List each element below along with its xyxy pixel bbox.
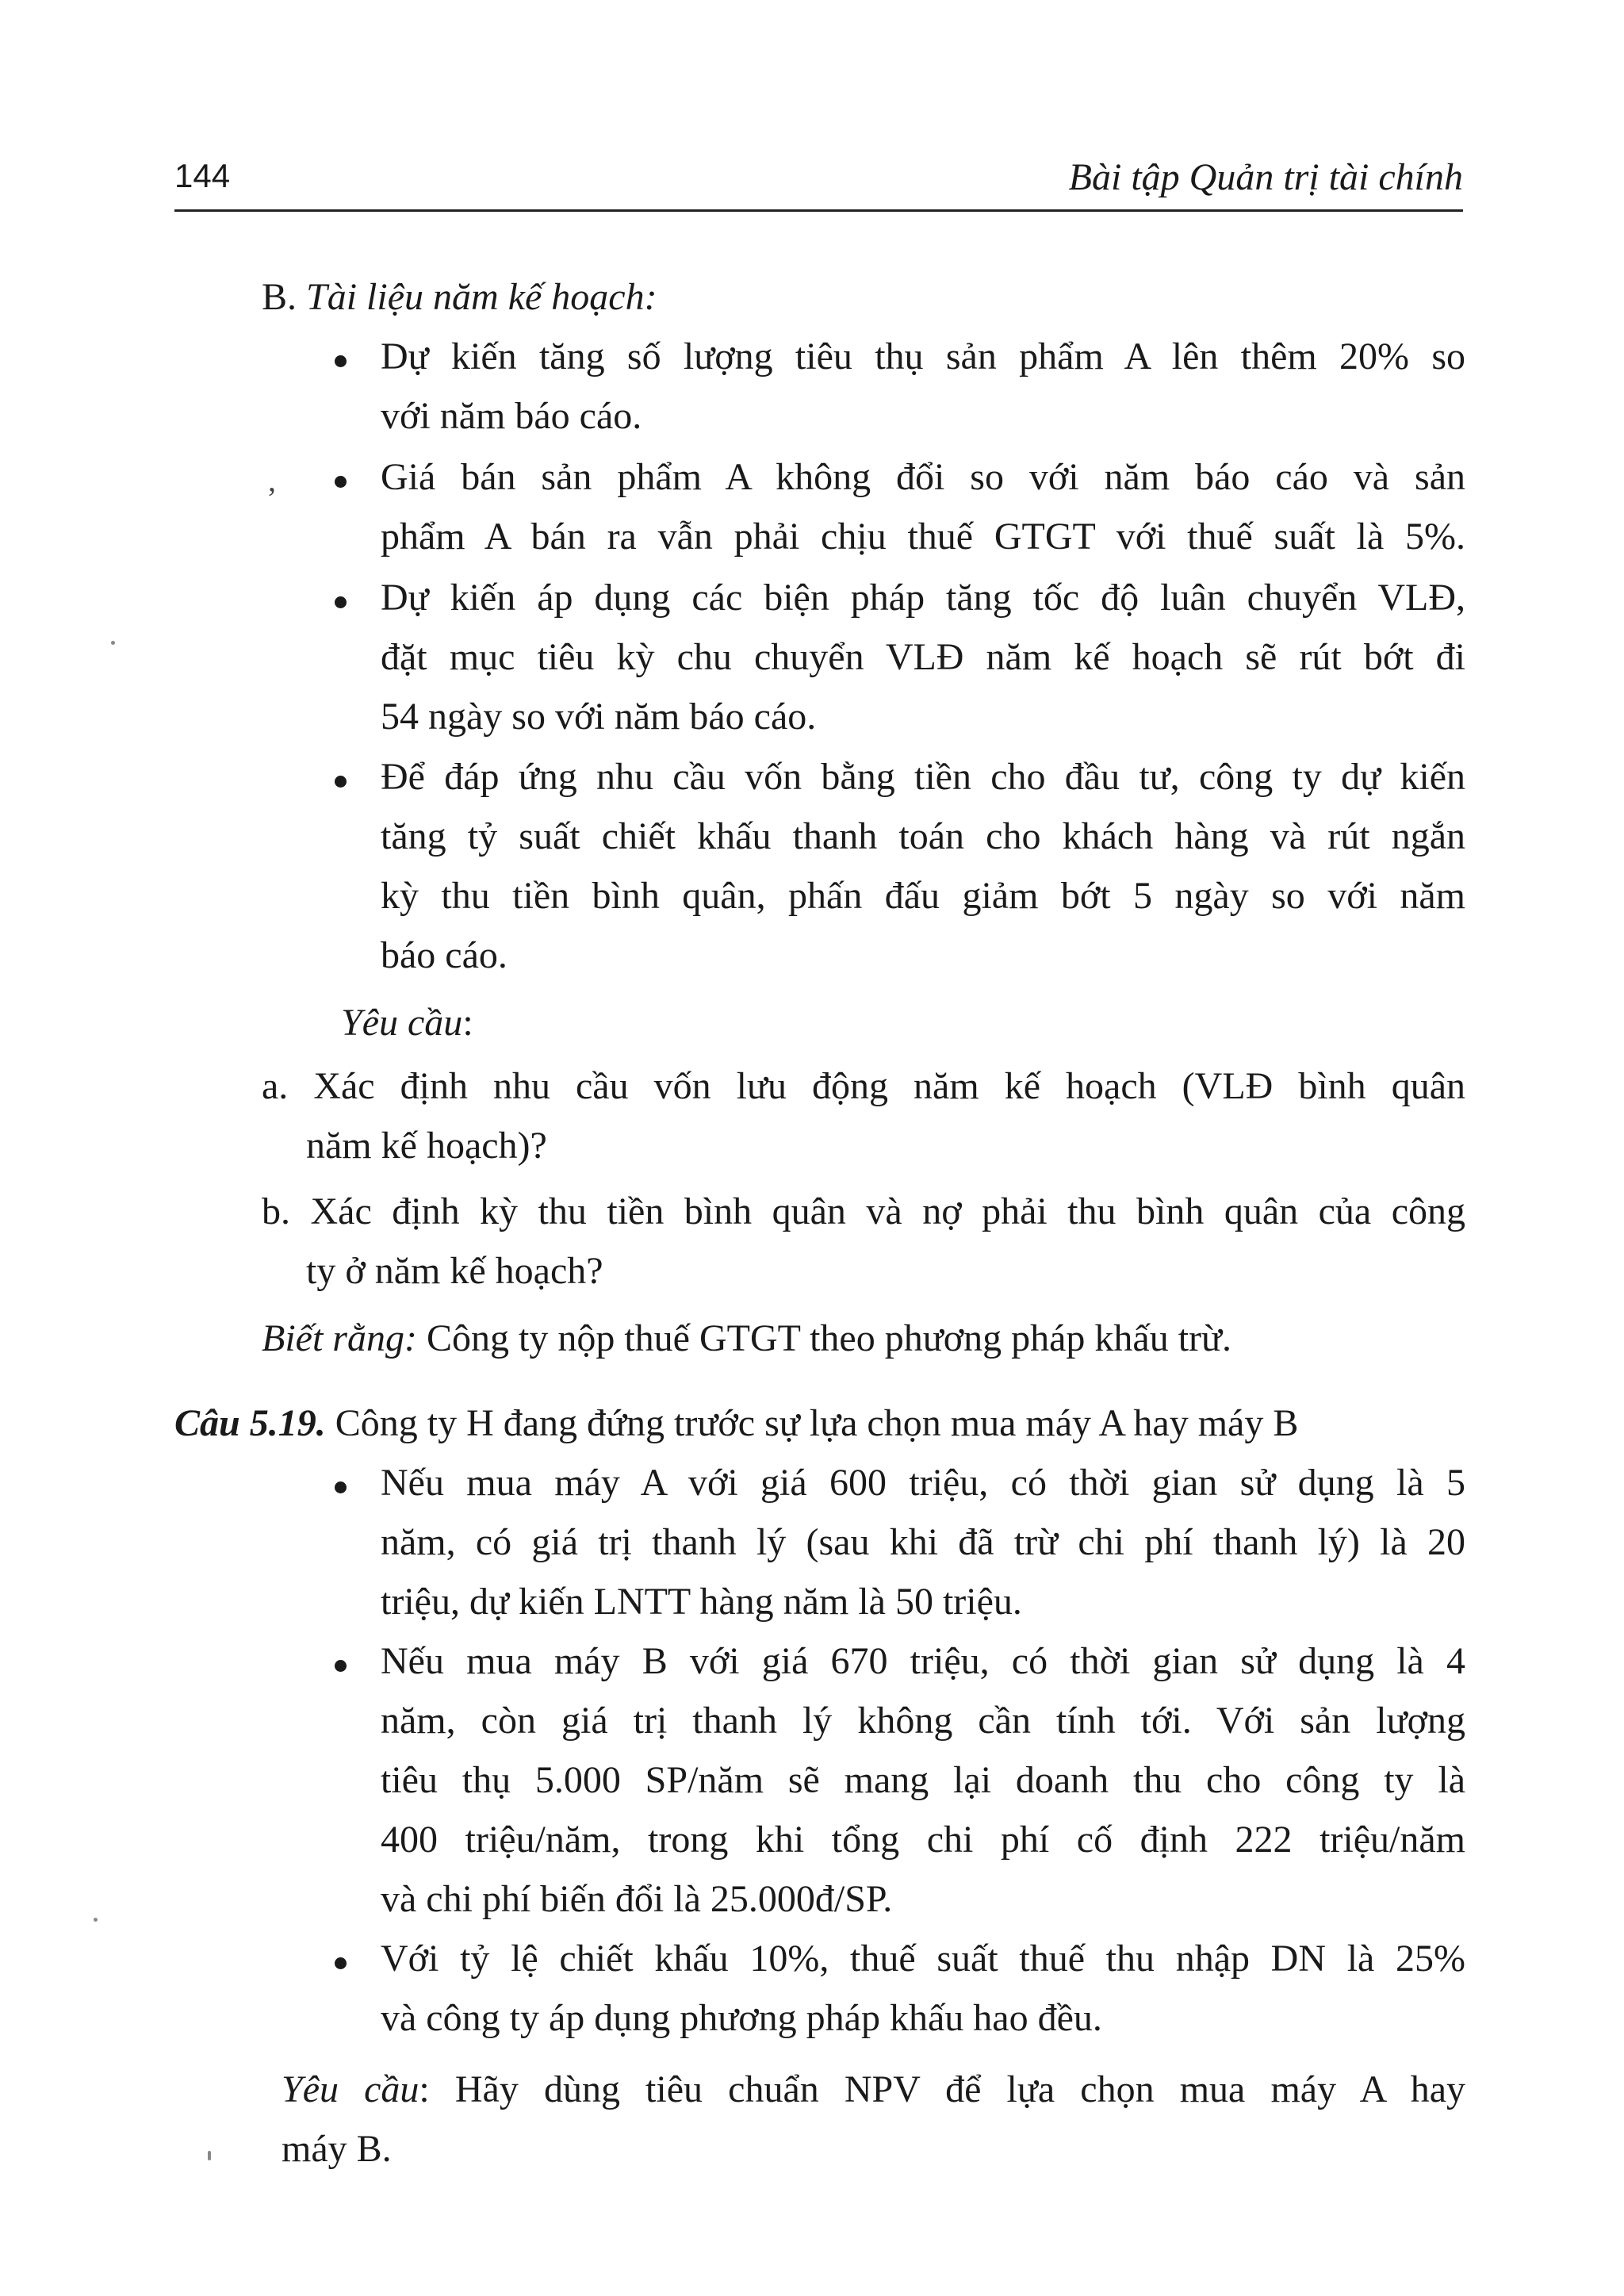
b-bullet-3-line-1: Dự kiến áp dụng các biện pháp tăng tốc độ luân chuyển VLĐ, <box>381 577 1465 619</box>
q519-requirement-line-1 <box>282 2066 1465 2114</box>
q519-bullet-2-line-4: 400 triệu/năm, trong khi tổng chi phí cố định 222 triệu/năm <box>381 1819 1465 1861</box>
speck <box>208 2151 211 2160</box>
bullet-icon <box>335 776 347 788</box>
q519-bullet-3-line-1: Với tỷ lệ chiết khấu 10%, thuế suất thuế thu nhập DN là 25% <box>381 1938 1465 1980</box>
running-title: Bài tập Quản trị tài chính <box>1068 156 1463 198</box>
bullet-icon <box>335 596 347 608</box>
b-bullet-4-line-2: tăng tỷ suất chiết khấu thanh toán cho khách hàng và rút ngắn <box>381 815 1465 857</box>
q519-requirement-line-2: máy B. <box>282 2128 392 2170</box>
b-bullet-4-line-1: Để đáp ứng nhu cầu vốn bằng tiền cho đầu tư, công ty dự kiến <box>381 756 1465 798</box>
speck <box>94 1918 98 1922</box>
question-a-line-2: năm kế hoạch)? <box>306 1125 547 1167</box>
section-b-prefix: B. <box>262 276 307 318</box>
requirement-label: Yêu cầu <box>341 1002 463 1044</box>
requirement-colon: : <box>462 1002 473 1044</box>
question-519-heading <box>174 1400 1298 1447</box>
note-line <box>262 1315 1231 1363</box>
section-b-title: Tài liệu năm kế hoạch: <box>306 276 657 318</box>
bullet-icon <box>335 1957 347 1969</box>
question-b-line-1: b. Xác định kỳ thu tiền bình quân và nợ phải thu bình quân của công <box>262 1190 1465 1232</box>
page-number: 144 <box>174 157 231 194</box>
q519-bullet-3-line-2: và công ty áp dụng phương pháp khấu hao đều. <box>381 1997 1102 2039</box>
q519-bullet-2-line-5: và chi phí biến đổi là 25.000đ/SP. <box>381 1878 893 1920</box>
page-header <box>174 151 1463 212</box>
q519-bullet-2-line-2: năm, còn giá trị thanh lý không cần tính tới. Với sản lượng <box>381 1700 1465 1742</box>
b-bullet-3-line-3: 54 ngày so với năm báo cáo. <box>381 696 817 738</box>
section-b-heading <box>262 274 657 321</box>
stray-mark: , <box>268 462 276 498</box>
b-bullet-2-line-1: Giá bán sản phẩm A không đổi so với năm báo cáo và sản <box>381 456 1465 498</box>
b-bullet-4-line-4: báo cáo. <box>381 934 508 976</box>
question-519-text: Công ty H đang đứng trước sự lựa chọn mua máy A hay máy B <box>325 1402 1299 1444</box>
b-bullet-3-line-2: đặt mục tiêu kỳ chu chuyển VLĐ năm kế hoạch sẽ rút bớt đi <box>381 636 1465 678</box>
q519-bullet-2-line-3: tiêu thụ 5.000 SP/năm sẽ mang lại doanh thu cho công ty là <box>381 1759 1465 1801</box>
q519-bullet-1-line-2: năm, có giá trị thanh lý (sau khi đã trừ chi phí thanh lý) là 20 <box>381 1521 1465 1563</box>
q519-bullet-2-line-1: Nếu mua máy B với giá 670 triệu, có thời gian sử dụng là 4 <box>381 1640 1465 1682</box>
q519-bullet-1-line-1: Nếu mua máy A với giá 600 triệu, có thời gian sử dụng là 5 <box>381 1462 1465 1504</box>
b-bullet-1-line-2: với năm báo cáo. <box>381 395 642 437</box>
speck <box>111 641 115 645</box>
note-text: Công ty nộp thuế GTGT theo phương pháp khấu trừ. <box>416 1317 1232 1359</box>
q519-bullet-1-line-3: triệu, dự kiến LNTT hàng năm là 50 triệu. <box>381 1581 1022 1623</box>
question-519-label: Câu 5.19. <box>174 1402 326 1444</box>
bullet-icon <box>335 476 347 488</box>
bullet-icon <box>335 1660 347 1672</box>
requirement-heading <box>341 999 473 1047</box>
b-bullet-4-line-3: kỳ thu tiền bình quân, phấn đấu giảm bớt 5 ngày so với năm <box>381 875 1465 917</box>
q519-requirement-text: : Hãy dùng tiêu chuẩn NPV để lựa chọn mua máy A hay <box>419 2068 1465 2110</box>
question-a-line-1: a. Xác định nhu cầu vốn lưu động năm kế hoạch (VLĐ bình quân <box>262 1065 1465 1107</box>
bullet-icon <box>335 355 347 367</box>
b-bullet-1-line-1: Dự kiến tăng số lượng tiêu thụ sản phẩm A lên thêm 20% so <box>381 335 1465 378</box>
question-b-line-2: ty ở năm kế hoạch? <box>306 1250 603 1292</box>
q519-requirement-label: Yêu cầu <box>282 2068 419 2110</box>
bullet-icon <box>335 1481 347 1493</box>
b-bullet-2-line-2: phẩm A bán ra vẫn phải chịu thuế GTGT với thuế suất là 5%. <box>381 516 1465 558</box>
note-label: Biết rằng: <box>262 1317 417 1359</box>
